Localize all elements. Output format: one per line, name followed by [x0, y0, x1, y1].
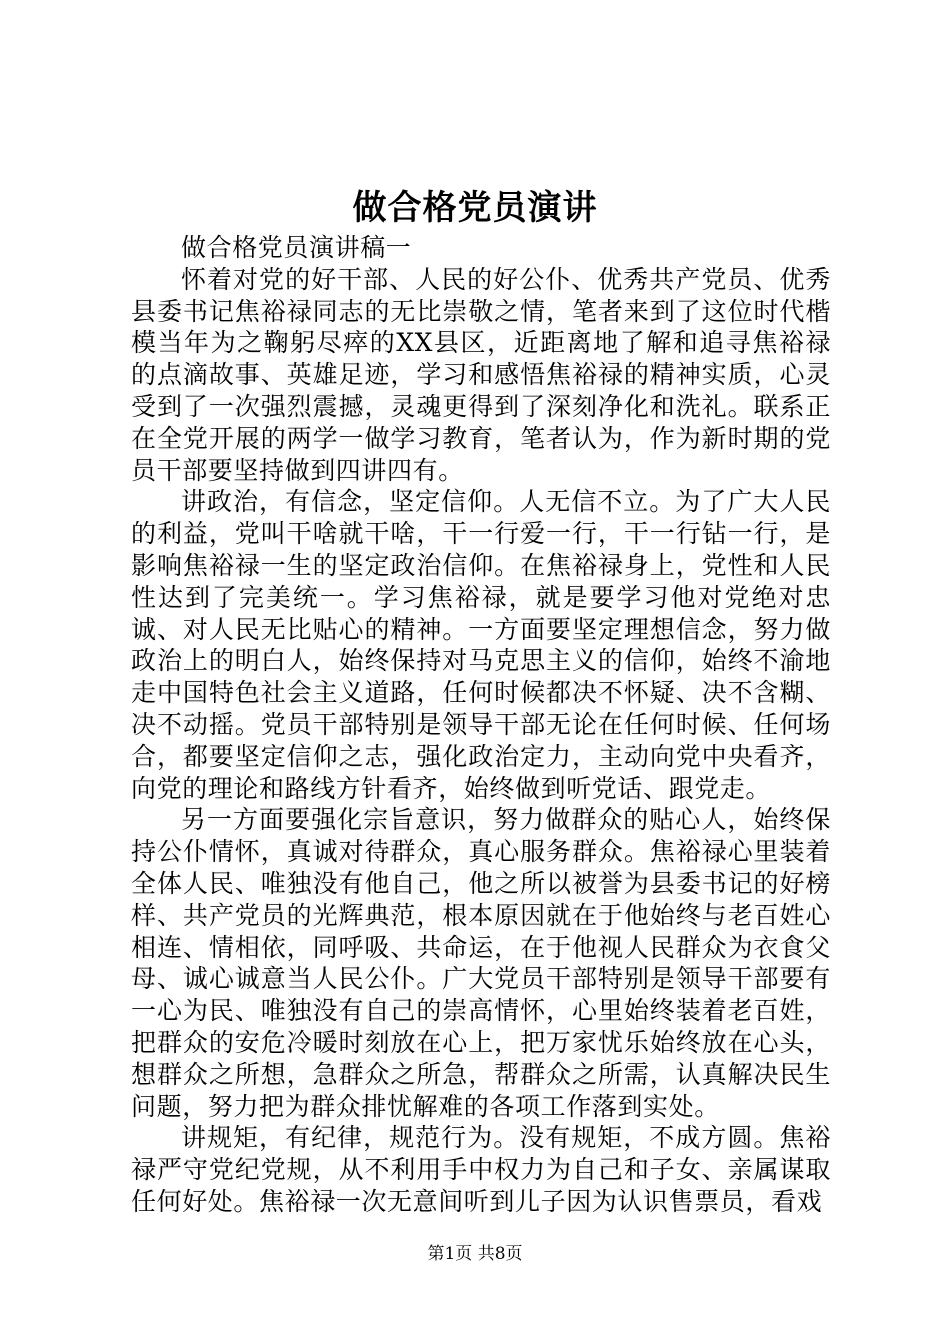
paragraph-rules: 讲规矩，有纪律，规范行为。没有规矩，不成方圆。焦裕禄严守党纪党规，从不利用手中权力为自己和子女、亲属谋取任何好处。焦裕禄一次无意间听到儿子因为认识售票员，看戏 [131, 1123, 831, 1216]
document-title: 做合格党员演讲 [352, 188, 598, 228]
paragraph-purpose: 另一方面要强化宗旨意识，努力做群众的贴心人，始终保持公仆情怀，真诚对待群众，真心服务群众。焦裕禄心里装着全体人民、唯独没有他自己，他之所以被誉为县委书记的好榜样、共产党员的光辉典范，根本原因就在于他始终与老百姓心相连、情相依，同呼吸、共命运，在于他视人民群众为衣食父母、诚心诚意当人民公仆。广大党员干部特别是领导干部要有一心为民、唯独没有自己的崇高情怀，心里始终装着老百姓，把群众的安危冷暖时刻放在心上，把万家忧乐始终放在心头，想群众之所想，急群众之所急，帮群众之所需，认真解决民生问题，努力把为群众排忧解难的各项工作落到实处。 [131, 805, 831, 1121]
paragraph-politics: 讲政治，有信念，坚定信仰。人无信不立。为了广大人民的利益，党叫干啥就干啥，干一行爱一行，干一行钻一行，是影响焦裕禄一生的坚定政治信仰。在焦裕禄身上，党性和人民性达到了完美统一。学习焦裕禄，就是要学习他对党绝对忠诚、对人民无比贴心的精神。一方面要坚定理想信念，努力做政治上的明白人，始终保持对马克思主义的信仰，始终不渝地走中国特色社会主义道路，任何时候都决不怀疑、决不含糊、决不动摇。党员干部特别是领导干部无论在任何时候、任何场合，都要坚定信仰之志，强化政治定力，主动向党中央看齐，向党的理论和路线方针看齐，始终做到听党话、跟党走。 [131, 487, 831, 803]
page-number-footer: 第1页 共8页 [427, 1244, 523, 1264]
document-body [131, 232, 831, 1218]
paragraph-subtitle: 做合格党员演讲稿一 [181, 233, 412, 262]
paragraph-intro: 怀着对党的好干部、人民的好公仆、优秀共产党员、优秀县委书记焦裕禄同志的无比崇敬之情，笔者来到了这位时代楷模当年为之鞠躬尽瘁的XX县区，近距离地了解和追寻焦裕禄的点滴故事、英雄足迹，学习和感悟焦裕禄的精神实质，心灵受到了一次强烈震撼，灵魂更得到了深刻净化和洗礼。联系正在全党开展的两学一做学习教育，笔者认为，作为新时期的党员干部要坚持做到四讲四有。 [131, 264, 831, 485]
